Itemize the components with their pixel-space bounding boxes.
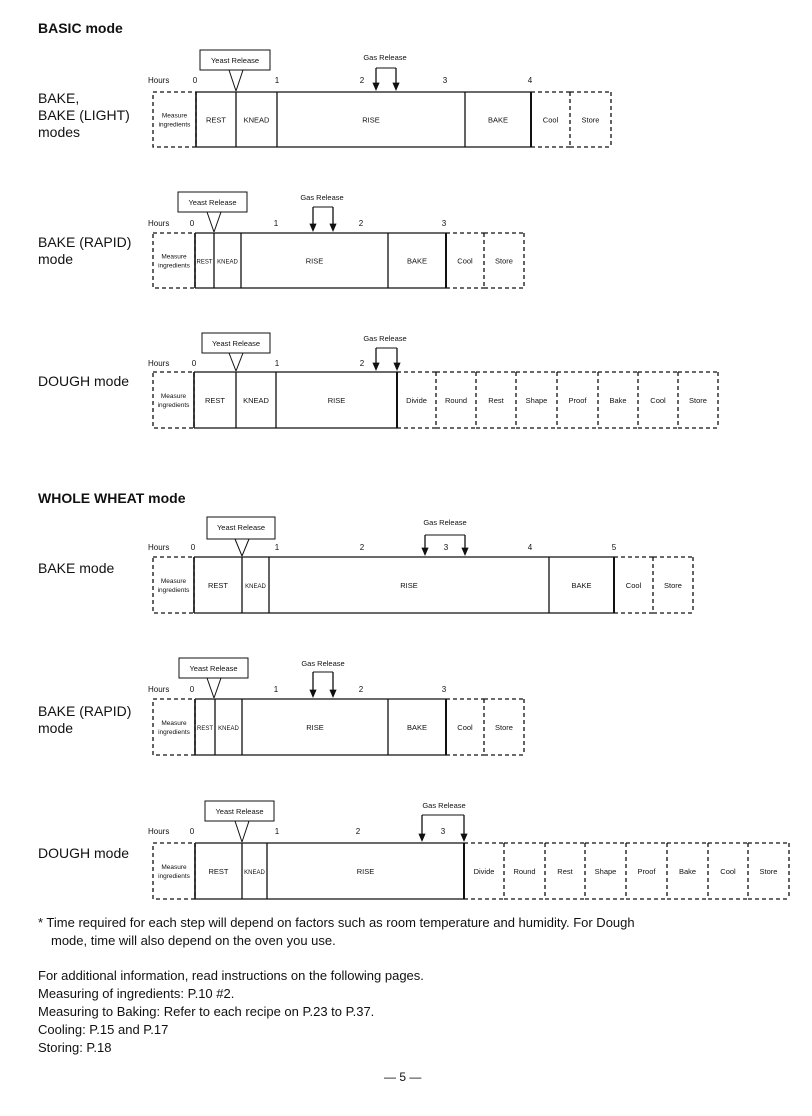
wheat-dough-step-label-10: Store	[759, 867, 778, 876]
basic-bake-rapid-hour-tick-2: 2	[358, 219, 364, 228]
wheat-bake-rapid-step-label-2: RISE	[306, 723, 324, 732]
wheat-bake-step-label-3: BAKE	[571, 581, 592, 590]
page-number: — 5 —	[384, 1070, 422, 1084]
footnote-line-2: mode, time will also depend on the oven you use.	[51, 933, 336, 948]
basic-bake-step-label-3: BAKE	[487, 115, 509, 125]
basic-dough-step-label-0: REST	[204, 396, 226, 405]
basic-dough-step-label-2: RISE	[327, 396, 346, 405]
wheat-dough-step-label-6: Shape	[594, 867, 617, 876]
basic-bake-rapid-gas-arrow-head-0	[310, 224, 316, 231]
wheat-bake-hour-tick-2: 2	[359, 543, 365, 552]
basic-dough-gas-arrow-head-0	[373, 363, 379, 370]
basic-mode-title: BASIC mode	[38, 20, 123, 36]
basic-dough-step-label-9: Cool	[650, 396, 666, 405]
basic-dough-yeast-pointer-left	[229, 353, 236, 371]
wheat-bake-measure-box	[153, 557, 194, 613]
info-storing: Storing: P.18	[38, 1040, 112, 1055]
wheat-bake-measure-label-1: Measure	[160, 578, 187, 585]
wheat-bake-step-label-1: KNEAD	[245, 584, 266, 590]
basic-bake-step-label-1: KNEAD	[243, 115, 270, 125]
basic-dough-step-label-5: Rest	[488, 396, 504, 405]
basic-bake-rapid-hour-tick-1: 1	[273, 219, 279, 228]
basic-dough-hour-tick-1: 1	[274, 359, 280, 368]
wheat-bake-yeast-pointer-right	[242, 539, 249, 556]
wheat-bake-hour-tick-0: 0	[190, 543, 196, 552]
wheat-bake-measure-label-2: ingredients	[157, 587, 190, 594]
wheat-bake-rapid-measure-label-2: ingredients	[158, 729, 190, 736]
basic-bake-rapid-yeast-pointer-left	[207, 212, 214, 232]
wheat-dough-yeast-pointer-right	[242, 821, 249, 842]
basic-dough-yeast-pointer-right	[236, 353, 243, 371]
basic-bake-rapid-step-label-2: RISE	[305, 256, 324, 266]
basic-bake-step-label-5: Store	[581, 115, 600, 125]
wheat-dough-step-label-3: Divide	[473, 867, 495, 876]
wheat-bake-rapid-yeast-pointer-right	[214, 678, 221, 698]
basic-dough-hours-label: Hours	[148, 359, 170, 368]
wheat-dough-step-label-1: KNEAD	[244, 870, 265, 876]
wheat-dough-yeast-release-label: Yeast Release	[215, 807, 264, 816]
info-intro: For additional information, read instructions on the following pages.	[38, 968, 424, 983]
basic-bake-rapid-step-label-5: Store	[495, 256, 513, 266]
basic-bake-yeast-release-label: Yeast Release	[210, 56, 260, 65]
basic-bake-step-label-2: RISE	[362, 115, 380, 125]
basic-bake-hour-tick-2: 2	[359, 76, 365, 85]
info-cooling: Cooling: P.15 and P.17	[38, 1022, 169, 1037]
wheat-bake-hour-tick-1: 1	[274, 543, 280, 552]
basic-bake-measure-label-2: ingredients	[158, 121, 191, 129]
basic-bake-step-label-0: REST	[205, 115, 227, 125]
wheat-dough-hour-tick-0: 0	[189, 827, 195, 836]
timeline-label-basic-bake-rapid: BAKE (RAPID) mode	[38, 234, 132, 267]
basic-bake-rapid-gas-arrow-head-1	[330, 224, 336, 231]
basic-bake-yeast-pointer-right	[236, 70, 243, 91]
basic-bake-rapid-measure-label-2: ingredients	[158, 262, 190, 270]
wheat-bake-rapid-hour-tick-2: 2	[358, 685, 364, 694]
basic-bake-rapid-measure-label-1: Measure	[161, 253, 187, 261]
wheat-dough-step-label-4: Round	[513, 867, 536, 876]
wheat-bake-rapid-yeast-pointer-left	[207, 678, 214, 698]
basic-dough-step-label-10: Store	[689, 396, 707, 405]
wheat-bake-rapid-measure-box	[153, 699, 195, 755]
wheat-bake-hour-tick-4: 4	[527, 543, 533, 552]
basic-dough-hour-tick-2: 2	[359, 359, 365, 368]
wheat-dough-hour-tick-2: 2	[355, 827, 361, 836]
wheat-bake-rapid-measure-label-1: Measure	[161, 720, 187, 727]
wheat-bake-gas-arrow-head-1	[462, 548, 468, 555]
wheat-bake-rapid-step-label-0: REST	[196, 726, 214, 732]
wheat-bake-rapid-step-label-5: Store	[495, 723, 513, 732]
basic-dough-step-label-7: Proof	[568, 396, 587, 405]
basic-bake-rapid-measure-box	[153, 233, 195, 288]
wheat-dough-yeast-pointer-left	[235, 821, 242, 842]
wheat-bake-rapid-step-label-1: KNEAD	[218, 726, 239, 732]
basic-bake-hour-tick-0: 0	[192, 76, 198, 85]
wheat-bake-hour-tick-5: 5	[611, 543, 617, 552]
basic-bake-rapid-step-label-0: REST	[196, 259, 213, 266]
basic-dough-step-label-3: Divide	[406, 396, 427, 405]
basic-dough-hour-tick-0: 0	[191, 359, 197, 368]
whole-wheat-mode-title: WHOLE WHEAT mode	[38, 490, 186, 506]
basic-bake-yeast-pointer-left	[229, 70, 236, 91]
wheat-dough-hour-tick-3: 3	[440, 827, 446, 836]
basic-bake-gas-release-label: Gas Release	[363, 53, 407, 62]
basic-bake-rapid-gas-release-label: Gas Release	[300, 193, 344, 202]
basic-dough-measure-label-1: Measure	[160, 393, 187, 400]
basic-bake-hour-tick-3: 3	[442, 76, 448, 85]
footnote-line-1: * Time required for each step will depend on factors such as room temperature and humidity. For Dough	[38, 915, 635, 930]
wheat-dough-measure-label-1: Measure	[161, 864, 187, 871]
timeline-label-wheat-bake-rapid: BAKE (RAPID) mode	[38, 703, 132, 736]
timeline-label-basic-bake: BAKE, BAKE (LIGHT) modes	[38, 90, 130, 140]
basic-dough-gas-arrow-head-1	[394, 363, 400, 370]
basic-dough-measure-box	[153, 372, 194, 428]
basic-dough-step-label-6: Shape	[525, 396, 548, 405]
basic-bake-rapid-step-label-1: KNEAD	[217, 259, 238, 266]
timeline-label-wheat-bake: BAKE mode	[38, 560, 115, 576]
wheat-dough-step-label-0: REST	[208, 867, 229, 876]
wheat-bake-rapid-gas-release-label: Gas Release	[301, 659, 345, 668]
wheat-dough-step-label-5: Rest	[557, 867, 573, 876]
wheat-bake-step-label-2: RISE	[400, 581, 418, 590]
wheat-bake-yeast-pointer-left	[235, 539, 242, 556]
wheat-bake-step-label-0: REST	[207, 581, 229, 590]
wheat-dough-hours-label: Hours	[148, 827, 170, 836]
basic-dough-step-label-4: Round	[444, 396, 468, 405]
basic-bake-step-label-4: Cool	[542, 115, 559, 125]
basic-bake-rapid-hour-tick-3: 3	[441, 219, 447, 228]
wheat-bake-rapid-hour-tick-1: 1	[273, 685, 279, 694]
wheat-bake-gas-arrow-head-0	[422, 548, 428, 555]
wheat-bake-rapid-hour-tick-0: 0	[189, 685, 195, 694]
basic-bake-measure-label-1: Measure	[161, 112, 188, 120]
basic-dough-measure-label-2: ingredients	[157, 402, 190, 409]
basic-dough-step-label-1: KNEAD	[243, 396, 269, 405]
basic-bake-hours-label: Hours	[148, 76, 170, 85]
wheat-bake-rapid-step-label-4: Cool	[457, 723, 473, 732]
basic-bake-gas-arrow-head-0	[373, 83, 379, 90]
wheat-dough-gas-arrow-head-1	[461, 834, 467, 841]
wheat-bake-rapid-hours-label: Hours	[148, 685, 170, 694]
wheat-bake-rapid-hour-tick-3: 3	[441, 685, 447, 694]
basic-bake-rapid-step-label-3: BAKE	[406, 256, 428, 266]
basic-bake-hour-tick-4: 4	[527, 76, 533, 85]
wheat-bake-yeast-release-label: Yeast Release	[216, 523, 266, 532]
wheat-bake-hours-label: Hours	[148, 543, 170, 552]
basic-bake-rapid-step-label-4: Cool	[457, 256, 473, 266]
basic-bake-rapid-hours-label: Hours	[148, 219, 170, 228]
wheat-dough-step-label-2: RISE	[356, 867, 375, 876]
basic-bake-gas-arrow-head-1	[393, 83, 399, 90]
wheat-dough-hour-tick-1: 1	[274, 827, 280, 836]
wheat-dough-step-label-7: Proof	[637, 867, 656, 876]
wheat-dough-gas-release-label: Gas Release	[422, 801, 466, 810]
basic-bake-hour-tick-1: 1	[274, 76, 280, 85]
wheat-bake-hour-tick-3: 3	[443, 543, 449, 552]
basic-dough-step-label-8: Bake	[609, 396, 627, 405]
wheat-dough-measure-label-2: ingredients	[158, 873, 190, 880]
wheat-bake-step-label-4: Cool	[625, 581, 642, 590]
wheat-bake-gas-release-label: Gas Release	[423, 518, 467, 527]
basic-bake-rapid-hour-tick-0: 0	[189, 219, 195, 228]
wheat-dough-measure-box	[153, 843, 195, 899]
timeline-label-basic-dough: DOUGH mode	[38, 373, 130, 389]
wheat-bake-rapid-step-label-3: BAKE	[406, 723, 428, 732]
basic-dough-yeast-release-label: Yeast Release	[211, 339, 261, 348]
basic-bake-rapid-yeast-pointer-right	[214, 212, 221, 232]
wheat-bake-rapid-yeast-release-label: Yeast Release	[189, 664, 238, 673]
wheat-dough-step-label-8: Bake	[678, 867, 697, 876]
basic-bake-measure-box	[153, 92, 196, 147]
info-measuring: Measuring of ingredients: P.10 #2.	[38, 986, 235, 1001]
basic-bake-rapid-yeast-release-label: Yeast Release	[188, 198, 237, 207]
wheat-bake-rapid-gas-arrow-head-0	[310, 690, 316, 697]
wheat-bake-step-label-5: Store	[664, 581, 682, 590]
wheat-dough-gas-arrow-head-0	[419, 834, 425, 841]
timeline-label-wheat-dough: DOUGH mode	[38, 845, 130, 861]
wheat-bake-rapid-gas-arrow-head-1	[330, 690, 336, 697]
info-baking: Measuring to Baking: Refer to each recipe on P.23 to P.37.	[38, 1004, 375, 1019]
basic-dough-gas-release-label: Gas Release	[363, 334, 407, 343]
wheat-dough-step-label-9: Cool	[720, 867, 736, 876]
